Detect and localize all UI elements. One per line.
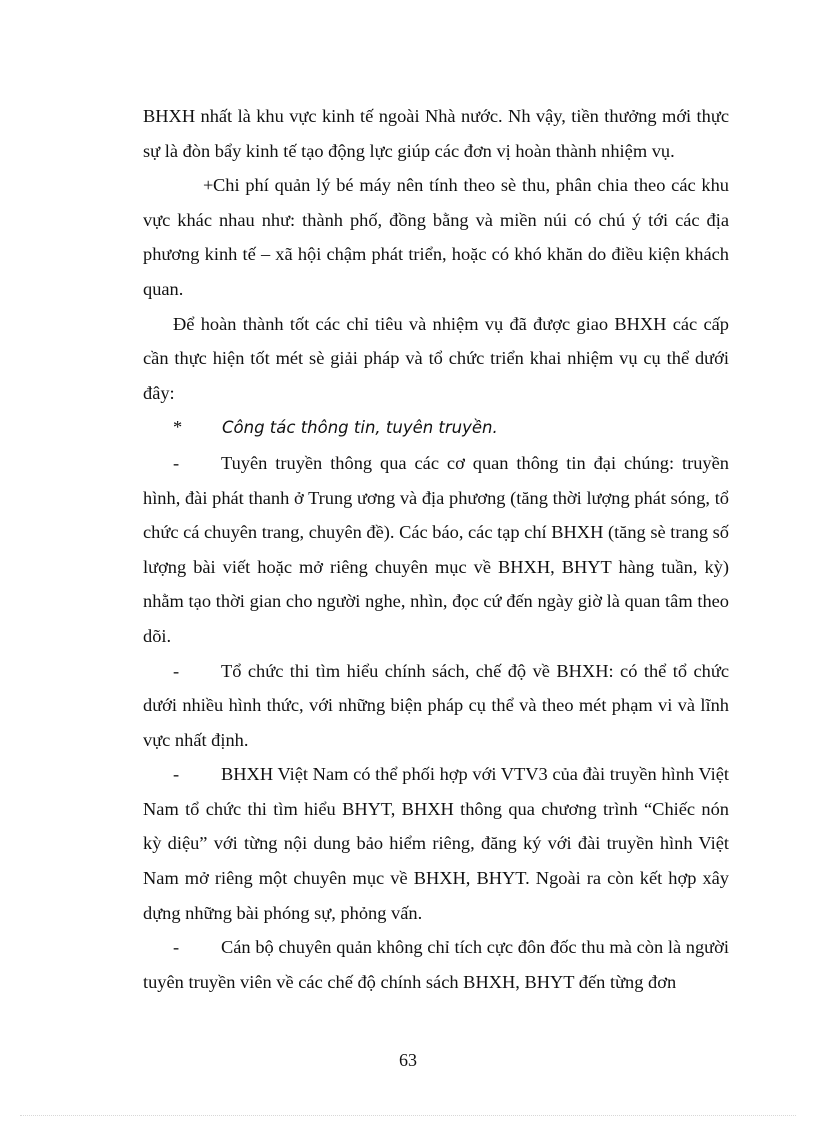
paragraph-dash-item [143, 930, 729, 999]
page-number: 63 [399, 1050, 417, 1070]
paragraph-intro: Để hoàn thành tốt các chỉ tiêu và nhiệm vụ đã được giao BHXH các cấp cần thực hiện tốt mét sè giải pháp và tổ chức triển khai nhiệm vụ cụ thể dưới đây: [143, 313, 729, 403]
asterisk-marker: * [173, 417, 183, 438]
dash-marker: - [173, 660, 180, 681]
body-text [143, 99, 729, 999]
paragraph-dash-item [143, 757, 729, 930]
paragraph-text: Tuyên truyền thông qua các cơ quan thông tin đại chúng: truyền hình, đài phát thanh ở Trung ương và địa phương (tăng thời lượng phát sóng, tổ chức cá chuyên trang, chuyên đề). Các báo, các tạp chí BHXH (tăng sè trang số lượng bài viết hoặc mở riêng chuyên mục về BHXH, BHYT hàng tuần, kỳ) nhằm tạo thời gian cho người nghe, nhìn, đọc cứ đến ngày giờ là quan tâm theo dõi. [143, 452, 729, 646]
section-heading [143, 410, 729, 446]
section-heading-text: Công tác thông tin, tuyên truyền. [222, 418, 498, 438]
paragraph-dash-item [143, 654, 729, 758]
paragraph-text: Chi phí quản lý bé máy nên tính theo sè thu, phân chia theo các khu vực khác nhau như: thành phố, đồng bằng và miền núi có chú ý tới các địa phương kinh tế – xã hội chậm phát triển, hoặc có khó khăn do điều kiện khách quan. [143, 175, 729, 299]
paragraph-text: Cán bộ chuyên quản không chỉ tích cực đôn đốc thu mà còn là người tuyên truyền viên về các chế độ chính sách BHXH, BHYT đến từng đơn [143, 937, 729, 992]
paragraph-dash-item [143, 446, 729, 654]
dash-marker: - [173, 452, 180, 473]
plus-marker: + [203, 175, 214, 196]
paragraph-text: Tổ chức thi tìm hiểu chính sách, chế độ về BHXH: có thể tổ chức dưới nhiều hình thức, với những biện pháp cụ thể và theo mét phạm vi và lĩnh vực nhất định. [143, 660, 729, 750]
dash-marker: - [173, 764, 180, 785]
paragraph-text: BHXH Việt Nam có thể phối hợp với VTV3 của đài truyền hình Việt Nam tổ chức thi tìm hiểu BHYT, BHXH thông qua chương trình “Chiếc nón kỳ diệu” với từng nội dung bảo hiểm riêng, đăng ký với đài truyền hình Việt Nam mở riêng một chuyên mục về BHXH, BHYT. Ngoài ra còn kết hợp xây dựng những bài phóng sự, phỏng vấn. [143, 764, 729, 923]
paragraph-plus-item [143, 168, 729, 306]
page-bottom-divider [20, 1115, 796, 1116]
dash-marker: - [173, 937, 180, 958]
paragraph-continuation: BHXH nhất là khu vực kinh tế ngoài Nhà nước. Nh vậy, tiền thưởng mới thực sự là đòn bẩy kinh tế tạo động lực giúp các đơn vị hoàn thành nhiệm vụ. [143, 106, 729, 161]
